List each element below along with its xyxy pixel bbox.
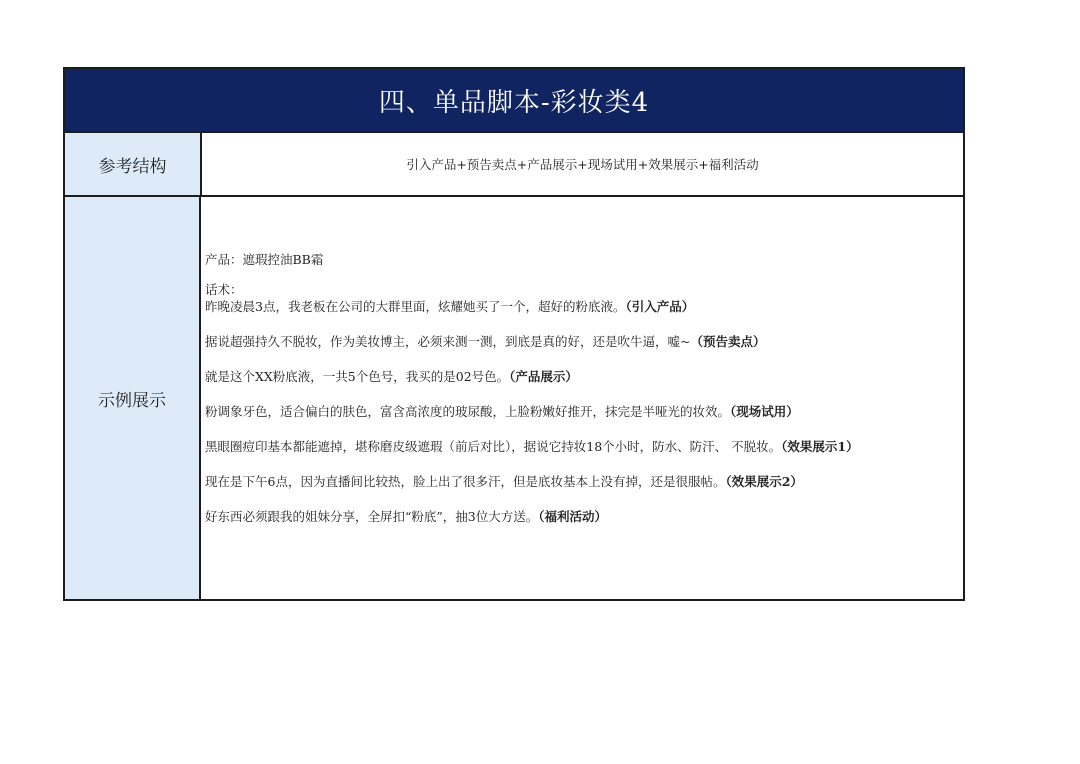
script-text: 就是这个XX粉底液，一共5个色号，我买的是02号色。 (205, 369, 510, 384)
script-tag: （现场试用） (730, 404, 799, 419)
structure-label: 参考结构 (65, 133, 202, 195)
example-row (65, 197, 963, 599)
script-line (205, 508, 963, 525)
script-tag: （引入产品） (625, 299, 695, 314)
table-title: 四、单品脚本-彩妆类4 (65, 69, 963, 133)
script-text: 昨晚凌晨3点，我老板在公司的大群里面，炫耀她买了一个，超好的粉底液。 (205, 299, 626, 314)
structure-row (65, 133, 963, 197)
script-text: 好东西必须跟我的姐妹分享，全屏扣“粉底”，抽3位大方送。 (205, 509, 539, 524)
script-text: 据说超强持久不脱妆，作为美妆博主，必须来测一测，到底是真的好，还是吹牛逼，嘘~ (205, 334, 691, 349)
script-tag: （产品展示） (509, 369, 578, 384)
example-label: 示例展示 (65, 197, 201, 599)
script-table (63, 67, 965, 601)
script-tag: （效果展示1） (781, 439, 859, 454)
product-line: 产品：遮瑕控油BB霜 (205, 252, 324, 267)
script-line (205, 298, 963, 315)
talk-label: 话术： (205, 282, 243, 297)
script-text: 黑眼圈痘印基本都能遮掉，堪称磨皮级遮瑕（前后对比），据说它持妆18个小时，防水、防汗、 不脱妆。 (205, 439, 782, 454)
script-line (205, 438, 963, 455)
script-tag: （预告卖点） (690, 334, 766, 349)
script-line (205, 473, 963, 490)
script-line (205, 368, 963, 385)
structure-value: 引入产品+预告卖点+产品展示+现场试用+效果展示+福利活动 (406, 157, 759, 172)
script-tag: （福利活动） (538, 509, 608, 524)
script-text: 现在是下午6点，因为直播间比较热，脸上出了很多汗，但是底妆基本上没有掉，还是很服帖。 (205, 474, 726, 489)
script-line (205, 403, 963, 420)
example-content (201, 197, 963, 599)
script-line (205, 333, 963, 350)
script-tag: （效果展示2） (725, 474, 803, 489)
script-text: 粉调象牙色，适合偏白的肤色，富含高浓度的玻尿酸，上脸粉嫩好推开，抹完是半哑光的妆效。 (205, 404, 731, 419)
